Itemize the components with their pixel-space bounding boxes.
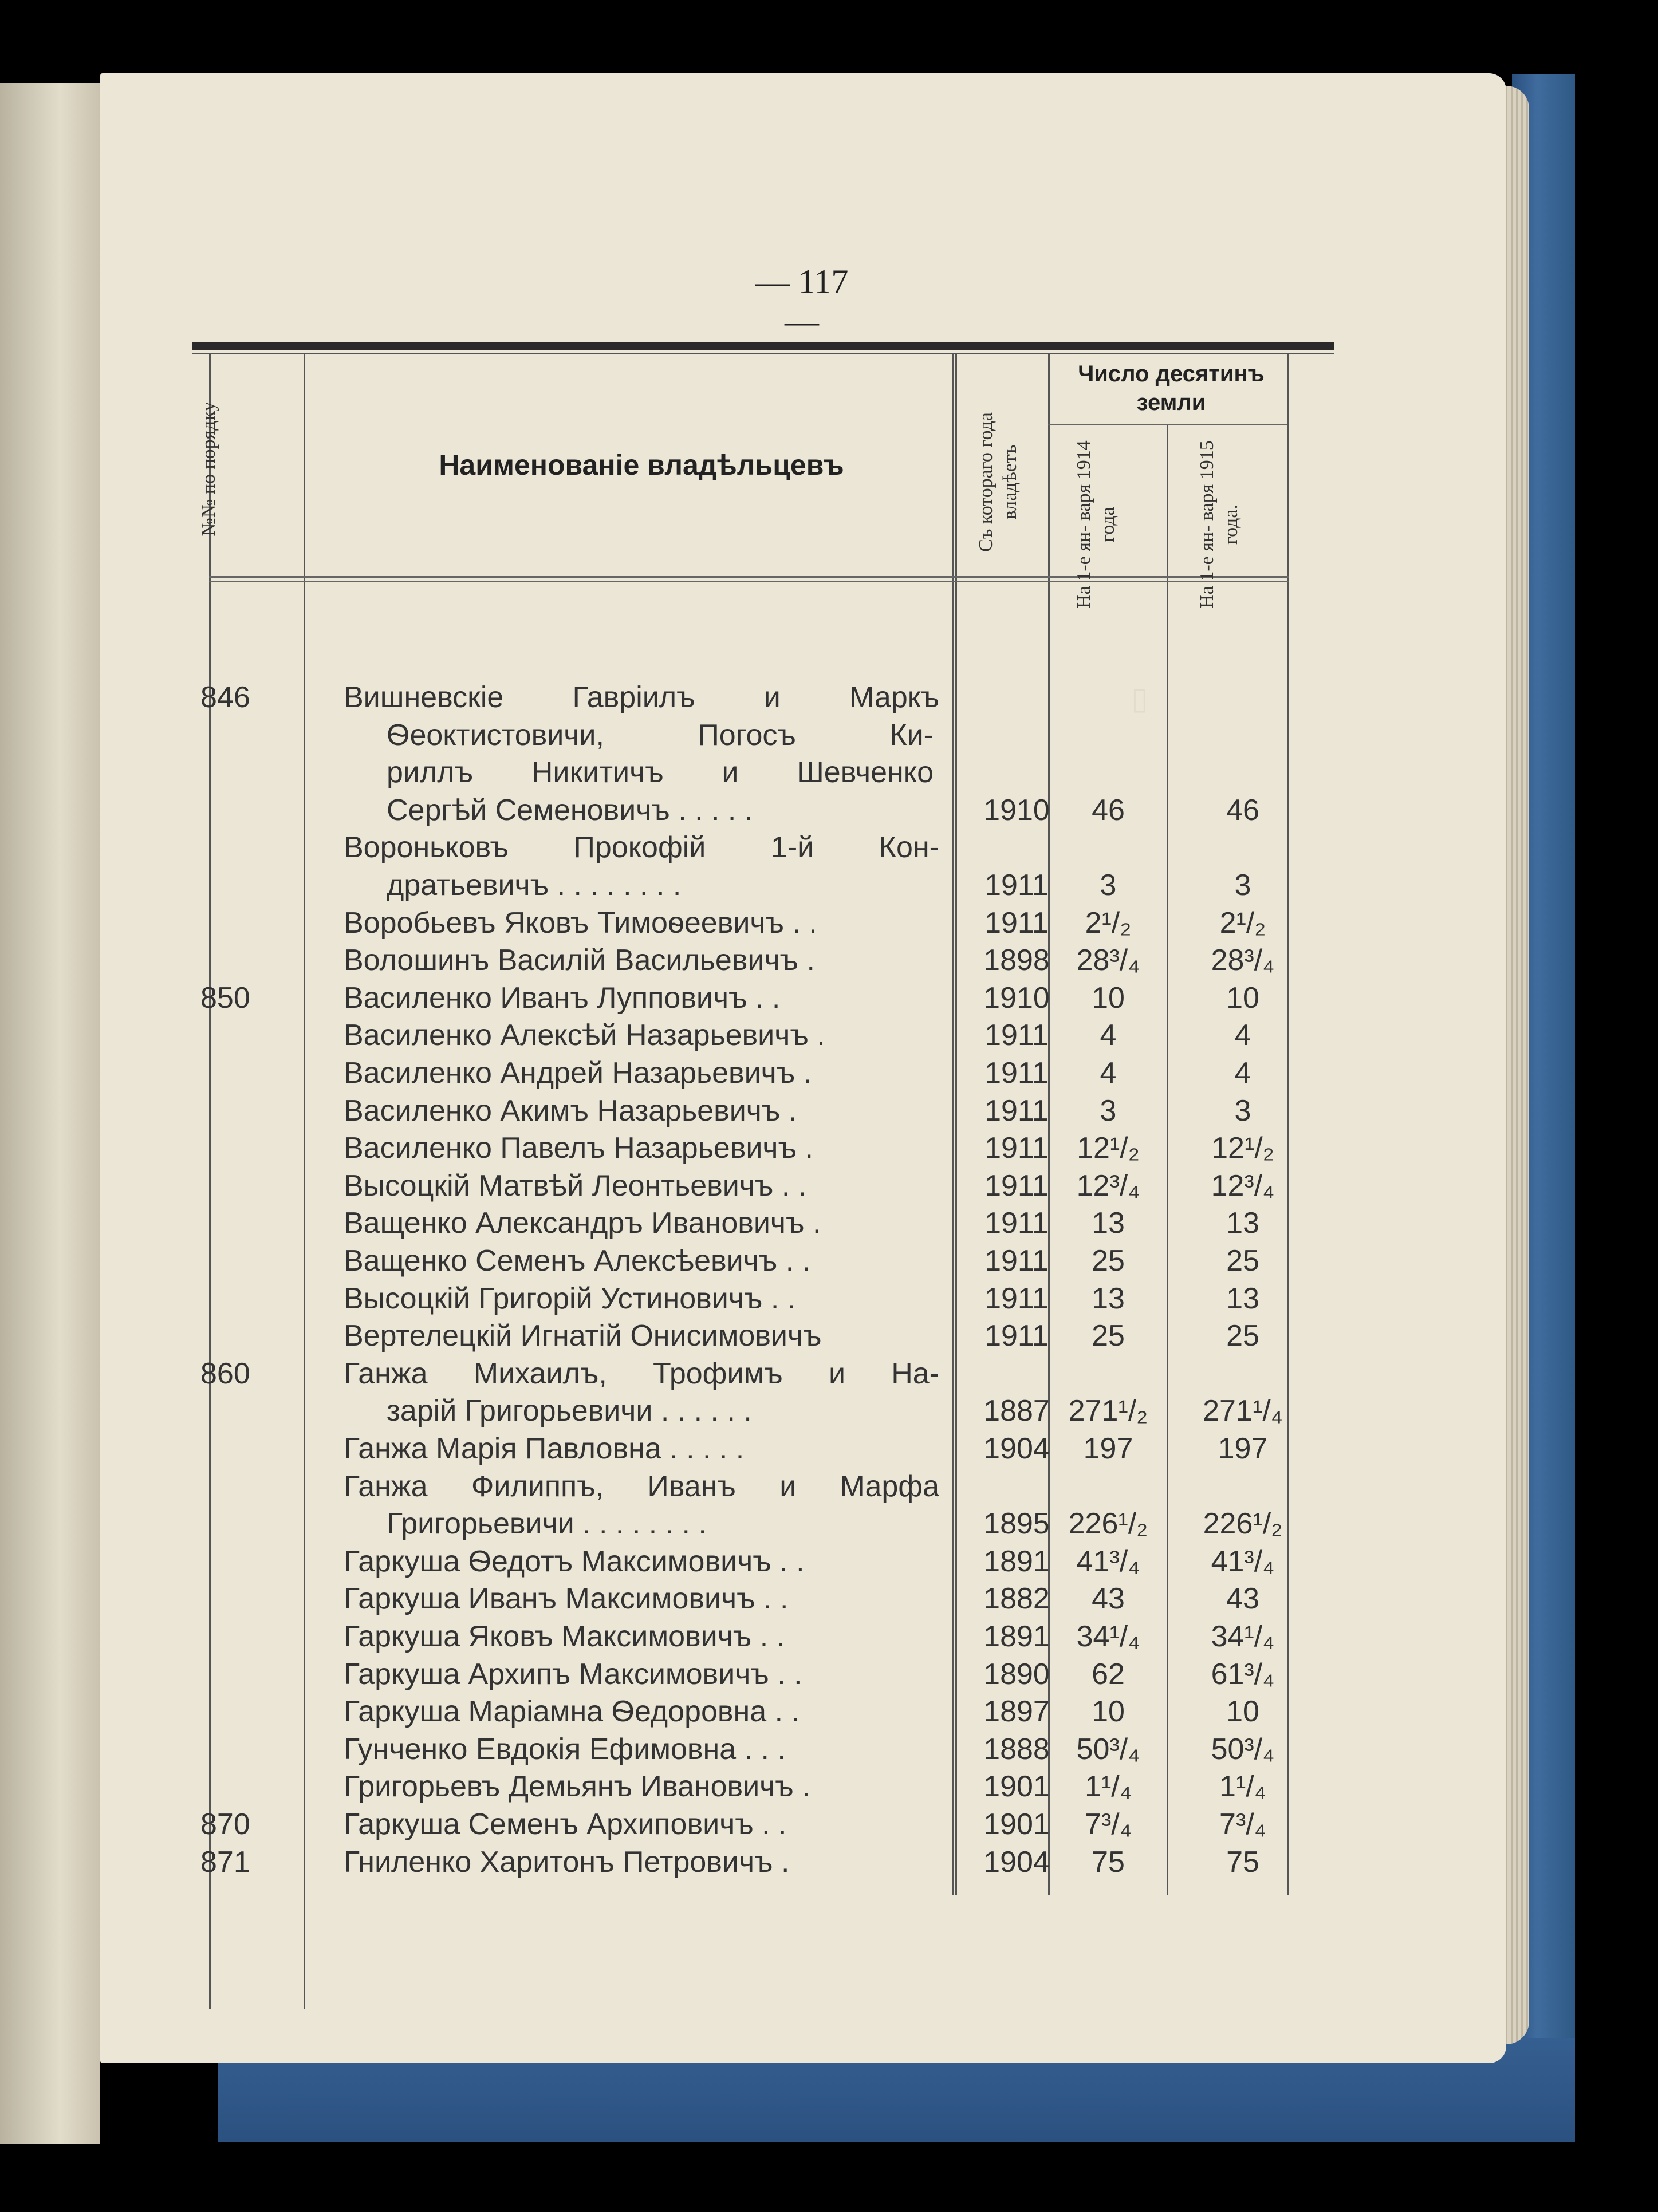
land-1914: 25 [1092, 1244, 1125, 1277]
land-1915: 41³/₄ [1211, 1544, 1275, 1578]
previous-page-edge [0, 83, 100, 2144]
since-year: 1910 [983, 981, 1050, 1015]
table-row [100, 1054, 1506, 1092]
since-year: 1904 [983, 1432, 1050, 1465]
owner-name: Гаркуша Яковъ Максимовичъ . . [344, 1620, 785, 1653]
land-1915: 43 [1226, 1582, 1259, 1616]
table-row [100, 1129, 1506, 1167]
table-row [100, 1730, 1506, 1768]
table-row [100, 791, 1506, 829]
header-land: Число десятинъ земли [1078, 361, 1265, 415]
since-year: 1890 [983, 1657, 1050, 1691]
table-row [100, 754, 1506, 791]
owner-name: Гаркуша Ѳедотъ Максимовичъ . . [344, 1544, 805, 1578]
land-1915: 25 [1226, 1319, 1259, 1353]
land-1915: 3 [1234, 869, 1251, 902]
land-1915: 25 [1226, 1244, 1259, 1277]
table-row [100, 1280, 1506, 1318]
owner-name: Василенко Акимъ Назарьевичъ . [344, 1094, 797, 1127]
land-1914: 34¹/₄ [1076, 1620, 1140, 1653]
table-top-rule [192, 342, 1334, 350]
owner-name: Ганжа Михаилъ, Трофимъ и На- [344, 1357, 939, 1390]
since-year: 1897 [983, 1695, 1050, 1729]
since-year: 1911 [984, 869, 1049, 902]
table-row [100, 1580, 1506, 1618]
table-row [100, 1430, 1506, 1468]
owner-name: Ганжа Филиппъ, Иванъ и Марфа [344, 1469, 939, 1503]
since-year: 1910 [983, 793, 1050, 827]
owner-name: Василенко Андрей Назарьевичъ . [344, 1056, 812, 1090]
owner-name: Гаркуша Архипъ Максимовичъ . . [344, 1657, 802, 1691]
owner-name: Вишневскіе Гавріилъ и Маркъ [344, 681, 939, 714]
land-1915: 61³/₄ [1211, 1657, 1275, 1691]
land-1914: 271¹/₂ [1068, 1394, 1148, 1428]
row-number: 846 [200, 681, 250, 714]
land-1915: 1¹/₄ [1219, 1770, 1266, 1804]
table-row [100, 1693, 1506, 1730]
since-year: 1911 [984, 1282, 1049, 1315]
owner-name: Ващенко Александръ Ивановичъ . [344, 1206, 821, 1240]
land-1914: 25 [1092, 1319, 1125, 1353]
owner-name: Григорьевъ Демьянъ Ивановичъ . [344, 1770, 810, 1804]
row-number: 870 [200, 1808, 250, 1841]
table-row [100, 1505, 1506, 1543]
owner-name: Ващенко Семенъ Алексѣевичъ . . [344, 1244, 811, 1277]
land-1914: 197 [1083, 1432, 1133, 1465]
land-1914: 3 [1100, 869, 1117, 902]
since-year: 1895 [983, 1507, 1050, 1541]
land-1914: 7³/₄ [1085, 1808, 1132, 1841]
table-row [100, 1843, 1506, 1881]
table-row [100, 829, 1506, 866]
owner-name: Ѳеоктистовичи, Погосъ Ки- [387, 718, 934, 752]
since-year: 1901 [983, 1808, 1050, 1841]
owner-name: Высоцкій Матвѣй Леонтьевичъ . . [344, 1169, 807, 1202]
since-year: 1882 [983, 1582, 1050, 1616]
owner-name: Василенко Алексѣй Назарьевичъ . [344, 1019, 825, 1052]
land-1915: 197 [1218, 1432, 1268, 1465]
table-row [100, 1655, 1506, 1693]
since-year: 1887 [983, 1394, 1050, 1428]
since-year: 1911 [984, 1094, 1049, 1127]
land-1915: 12¹/₂ [1211, 1131, 1274, 1165]
header-year: Съ котораго года владѣетъ [975, 412, 1021, 552]
row-number: 850 [200, 981, 250, 1015]
land-1914: 10 [1092, 981, 1125, 1015]
land-1914: 41³/₄ [1076, 1544, 1140, 1578]
owner-name: Григорьевичи . . . . . . . . [387, 1507, 707, 1541]
land-1914: 12³/₄ [1076, 1169, 1140, 1202]
land-1915: 12³/₄ [1211, 1169, 1275, 1202]
row-number: 871 [200, 1845, 250, 1879]
owner-name: Волошинъ Василій Васильевичъ . [344, 944, 815, 977]
header-1914: На 1-е ян- варя 1914 года [1073, 440, 1119, 609]
table-top-rule-thin [192, 353, 1334, 354]
land-1914: 3 [1100, 1094, 1117, 1127]
since-year: 1911 [984, 1206, 1049, 1240]
table-row [100, 941, 1506, 979]
land-1914: 226¹/₂ [1068, 1507, 1148, 1541]
land-1914: 28³/₄ [1076, 944, 1140, 977]
header-name: Наименованіе владѣльцевъ [439, 449, 844, 481]
table-row [100, 716, 1506, 754]
since-year: 1901 [983, 1770, 1050, 1804]
table-row [100, 1204, 1506, 1242]
since-year: 1911 [984, 1169, 1049, 1202]
table-row [100, 1768, 1506, 1805]
owner-name: Вертелецкій Игнатій Онисимовичъ [344, 1319, 822, 1353]
since-year: 1898 [983, 944, 1050, 977]
table-row [100, 1392, 1506, 1430]
owner-name: зарій Григорьевичи . . . . . . [387, 1394, 752, 1428]
since-year: 1911 [984, 1056, 1049, 1090]
since-year: 1911 [984, 1019, 1049, 1052]
land-1915: 4 [1234, 1056, 1251, 1090]
land-1915: 271¹/₄ [1203, 1394, 1283, 1428]
since-year: 1891 [983, 1620, 1050, 1653]
land-1914: 13 [1092, 1206, 1125, 1240]
owner-name: Вороньковъ Прокофій 1-й Кон- [344, 831, 939, 865]
owner-name: Ганжа Марія Павловна . . . . . [344, 1432, 745, 1465]
table-row [100, 1092, 1506, 1130]
land-1915: 2¹/₂ [1219, 906, 1266, 940]
land-1915: 46 [1226, 793, 1259, 827]
row-number: 860 [200, 1357, 250, 1390]
land-1915: 226¹/₂ [1203, 1507, 1283, 1541]
table-row [100, 1355, 1506, 1393]
owner-name: Василенко Павелъ Назарьевичъ . [344, 1131, 813, 1165]
land-1915: 10 [1226, 981, 1259, 1015]
land-1914: 62 [1092, 1657, 1125, 1691]
since-year: 1911 [984, 1244, 1049, 1277]
table-row [100, 979, 1506, 1017]
since-year: 1891 [983, 1544, 1050, 1578]
owner-name: риллъ Никитичъ и Шевченко [387, 756, 934, 790]
since-year: 1911 [984, 1131, 1049, 1165]
table-row [100, 1167, 1506, 1205]
table-row [100, 1317, 1506, 1355]
land-1914: 46 [1092, 793, 1125, 827]
owner-name: Сергѣй Семеновичъ . . . . . [387, 793, 753, 827]
owner-name: дратьевичъ . . . . . . . . [387, 869, 682, 902]
header-1915: На 1-е ян- варя 1915 года. [1196, 440, 1242, 609]
owner-name: Гунченко Евдокія Ефимовна . . . [344, 1732, 786, 1766]
land-1915: 34¹/₄ [1211, 1620, 1275, 1653]
land-1914: 50³/₄ [1076, 1732, 1140, 1766]
land-1915: 13 [1226, 1282, 1259, 1315]
table-row [100, 1618, 1506, 1655]
bleed-through: ▯ [1131, 681, 1148, 716]
since-year: 1911 [984, 906, 1049, 940]
owner-name: Гаркуша Семенъ Архиповичъ . . [344, 1808, 787, 1841]
owner-name: Воробьевъ Яковъ Тимоѳеевичъ . . [344, 906, 817, 940]
land-1915: 4 [1234, 1019, 1251, 1052]
header-subrule [1048, 424, 1287, 425]
land-1914: 1¹/₄ [1085, 1770, 1132, 1804]
table-row [100, 1805, 1506, 1843]
land-1914: 43 [1092, 1582, 1125, 1616]
header-num: №№ по порядку [198, 401, 219, 537]
land-1915: 13 [1226, 1206, 1259, 1240]
table-row [100, 866, 1506, 904]
land-1915: 10 [1226, 1695, 1259, 1729]
table-row [100, 679, 1506, 716]
table-row [100, 1543, 1506, 1580]
land-1915: 50³/₄ [1211, 1732, 1275, 1766]
land-1915: 75 [1226, 1845, 1259, 1879]
land-1914: 4 [1100, 1019, 1117, 1052]
owner-name: Гниленко Харитонъ Петровичъ . [344, 1845, 790, 1879]
land-1914: 13 [1092, 1282, 1125, 1315]
owner-name: Высоцкій Григорій Устиновичъ . . [344, 1282, 796, 1315]
land-1914: 75 [1092, 1845, 1125, 1879]
land-1914: 2¹/₂ [1085, 906, 1132, 940]
table-row [100, 1242, 1506, 1280]
table-row [100, 1468, 1506, 1505]
land-1915: 3 [1234, 1094, 1251, 1127]
book-page [100, 73, 1506, 2063]
owner-name: Гаркуша Иванъ Максимовичъ . . [344, 1582, 789, 1616]
land-1914: 4 [1100, 1056, 1117, 1090]
table-row [100, 904, 1506, 942]
land-1915: 7³/₄ [1219, 1808, 1266, 1841]
since-year: 1904 [983, 1845, 1050, 1879]
land-1915: 28³/₄ [1211, 944, 1275, 977]
land-1914: 10 [1092, 1695, 1125, 1729]
page-number: — 117 — [755, 263, 849, 340]
owner-name: Василенко Иванъ Лупповичъ . . [344, 981, 781, 1015]
table-row [100, 1016, 1506, 1054]
land-1914: 12¹/₂ [1077, 1131, 1140, 1165]
owner-name: Гаркуша Маріамна Ѳедоровна . . [344, 1695, 800, 1729]
since-year: 1911 [984, 1319, 1049, 1353]
since-year: 1888 [983, 1732, 1050, 1766]
